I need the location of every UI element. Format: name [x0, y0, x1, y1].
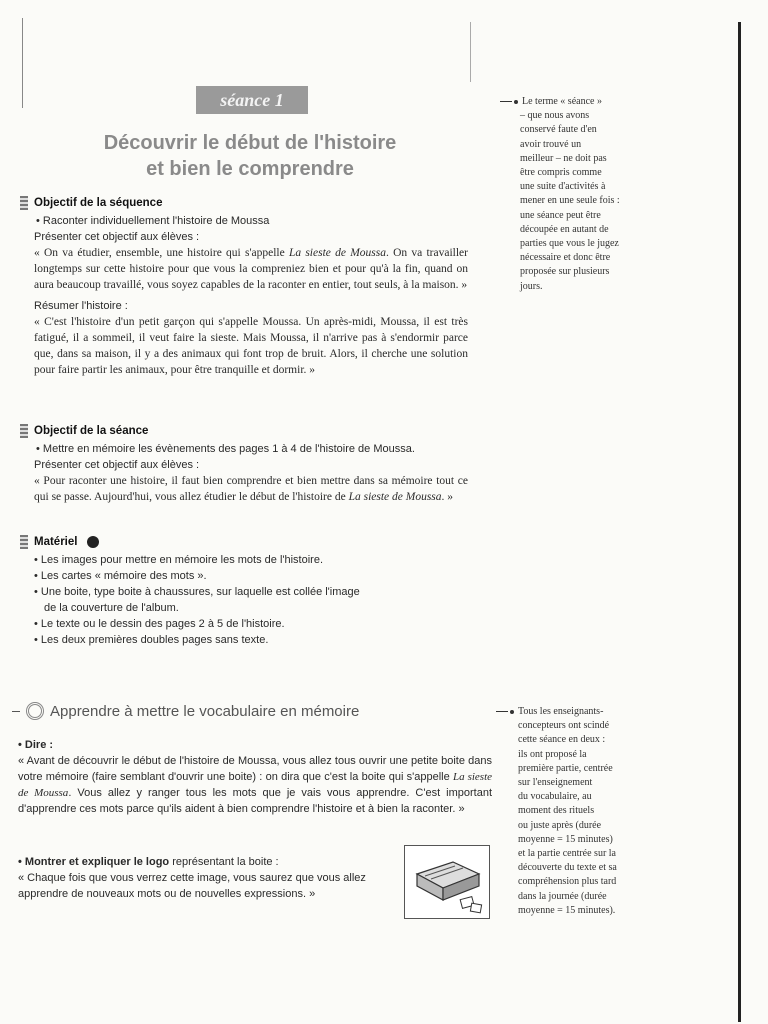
materiel-item: • Les images pour mettre en mémoire les mots de l'histoire.: [34, 554, 324, 566]
present-label: Présenter cet objectif aux élèves :: [34, 459, 200, 471]
resume-label: Résumer l'histoire :: [34, 300, 128, 312]
materiel-item: • Le texte ou le dessin des pages 2 à 5 de l'histoire.: [34, 618, 285, 630]
page-title: [60, 130, 440, 182]
section-heading: Matériel: [34, 536, 78, 548]
section-materiel: [20, 535, 468, 648]
vocab-logo-block: [18, 854, 398, 902]
section-objectif-sequence: [20, 196, 468, 378]
box-icon: [405, 846, 489, 918]
scan-margin-line: [22, 18, 23, 108]
present-label: Présenter cet objectif aux élèves :: [34, 231, 200, 243]
title-line: et bien le comprendre: [146, 158, 354, 180]
section-marker-icon: [20, 535, 28, 549]
objective-bullet: • Mettre en mémoire les évènements des pages 1 à 4 de l'histoire de Moussa.: [36, 443, 415, 455]
materiel-item: • Les cartes « mémoire des mots ».: [34, 570, 207, 582]
section-heading: Objectif de la séquence: [34, 197, 163, 209]
side-note: Tous les enseignants- concepteurs ont scindé cette séance en deux : ils ont proposé la première partie, centrée sur l'enseignement du vocabulaire, au moment des rituels ou juste après (durée moyenne = 15 minutes) et la partie centrée sur la découverte du texte et sa compréhension plus tard dans la journée (durée moyenne = 15 minutes).: [496, 705, 666, 918]
memory-box-logo: [404, 845, 490, 919]
section-marker-icon: [20, 424, 28, 438]
arrow-bullet-icon: [510, 710, 514, 714]
objective-bullet: • Raconter individuellement l'histoire de Moussa: [36, 215, 270, 227]
materiel-item: de la couverture de l'album.: [44, 602, 179, 614]
vocab-dire-block: [18, 737, 492, 817]
vocab-section-title: Apprendre à mettre le vocabulaire en mémoire: [12, 702, 359, 720]
side-note: Le terme « séance » – que nous avons conservé faute d'en avoir trouvé un meilleur – ne doit pas être compris comme une suite d'activités à mener en une seule fois : une séance peut être découpée en autant de parties que vous le jugez nécessaire et donc être proposée sur plusieurs jours.: [500, 95, 660, 294]
logo-label: • Montrer et expliquer le logo représentant la boite :: [18, 856, 279, 868]
gear-icon: [26, 702, 44, 720]
logo-text: « Chaque fois que vous verrez cette image, vous saurez que vous allez apprendre de nouveaux mots ou de nouvelles expressions. »: [18, 872, 366, 900]
materiel-item: • Les deux premières doubles pages sans texte.: [34, 634, 269, 646]
seance-badge: séance 1: [196, 86, 308, 114]
title-line: Découvrir le début de l'histoire: [103, 132, 397, 154]
dire-label: • Dire :: [18, 739, 54, 751]
present-text: « Pour raconter une histoire, il faut bien comprendre et bien mettre dans sa mémoire tout ce qui se passe. Aujourd'hui, vous allez étudier le début de l'histoire de La sieste de Moussa. »: [34, 475, 468, 503]
materiel-item: • Une boite, type boite à chaussures, sur laquelle est collée l'image: [34, 586, 360, 598]
section-marker-icon: [20, 196, 28, 210]
section-heading: Objectif de la séance: [34, 425, 149, 437]
arrow-bullet-icon: [514, 100, 518, 104]
cd-icon: [87, 536, 99, 548]
resume-text: « C'est l'histoire d'un petit garçon qui s'appelle Moussa. Un après-midi, Moussa, il est très fatigué, il a sommeil, il veut faire la sieste. Mais Moussa, il n'arrive pas à s'endormir parce que, dans sa maison, il y a des animaux qui font trop de bruit. Alors, il cherche une solution pour faire partir les animaux, pour être tranquille et dormir. »: [34, 316, 468, 376]
scan-margin-line: [470, 22, 471, 82]
section-objectif-seance: [20, 424, 468, 505]
present-text: « On va étudier, ensemble, une histoire qui s'appelle La sieste de Moussa. On va travailler longtemps sur cette histoire pour que vous la compreniez bien et pour qu'à la fin, quand on aura beaucoup travaillé, vous soyez capables de la raconter en entier, tout seuls, à la maison. »: [34, 247, 468, 291]
dire-text: « Avant de découvrir le début de l'histoire de Moussa, vous allez tous ouvrir une petite boite dans votre mémoire (faire semblant d'ouvrir une boite) : on dira que c'est la boite qui s'appelle La sieste de Moussa. Vous allez y ranger tous les mots que je vais vous apprendre. C'est important d'apprendre ces mots parce qu'ils aident à bien comprendre l'histoire et à bien la raconter. »: [18, 755, 493, 815]
page-edge-line: [738, 22, 741, 1022]
